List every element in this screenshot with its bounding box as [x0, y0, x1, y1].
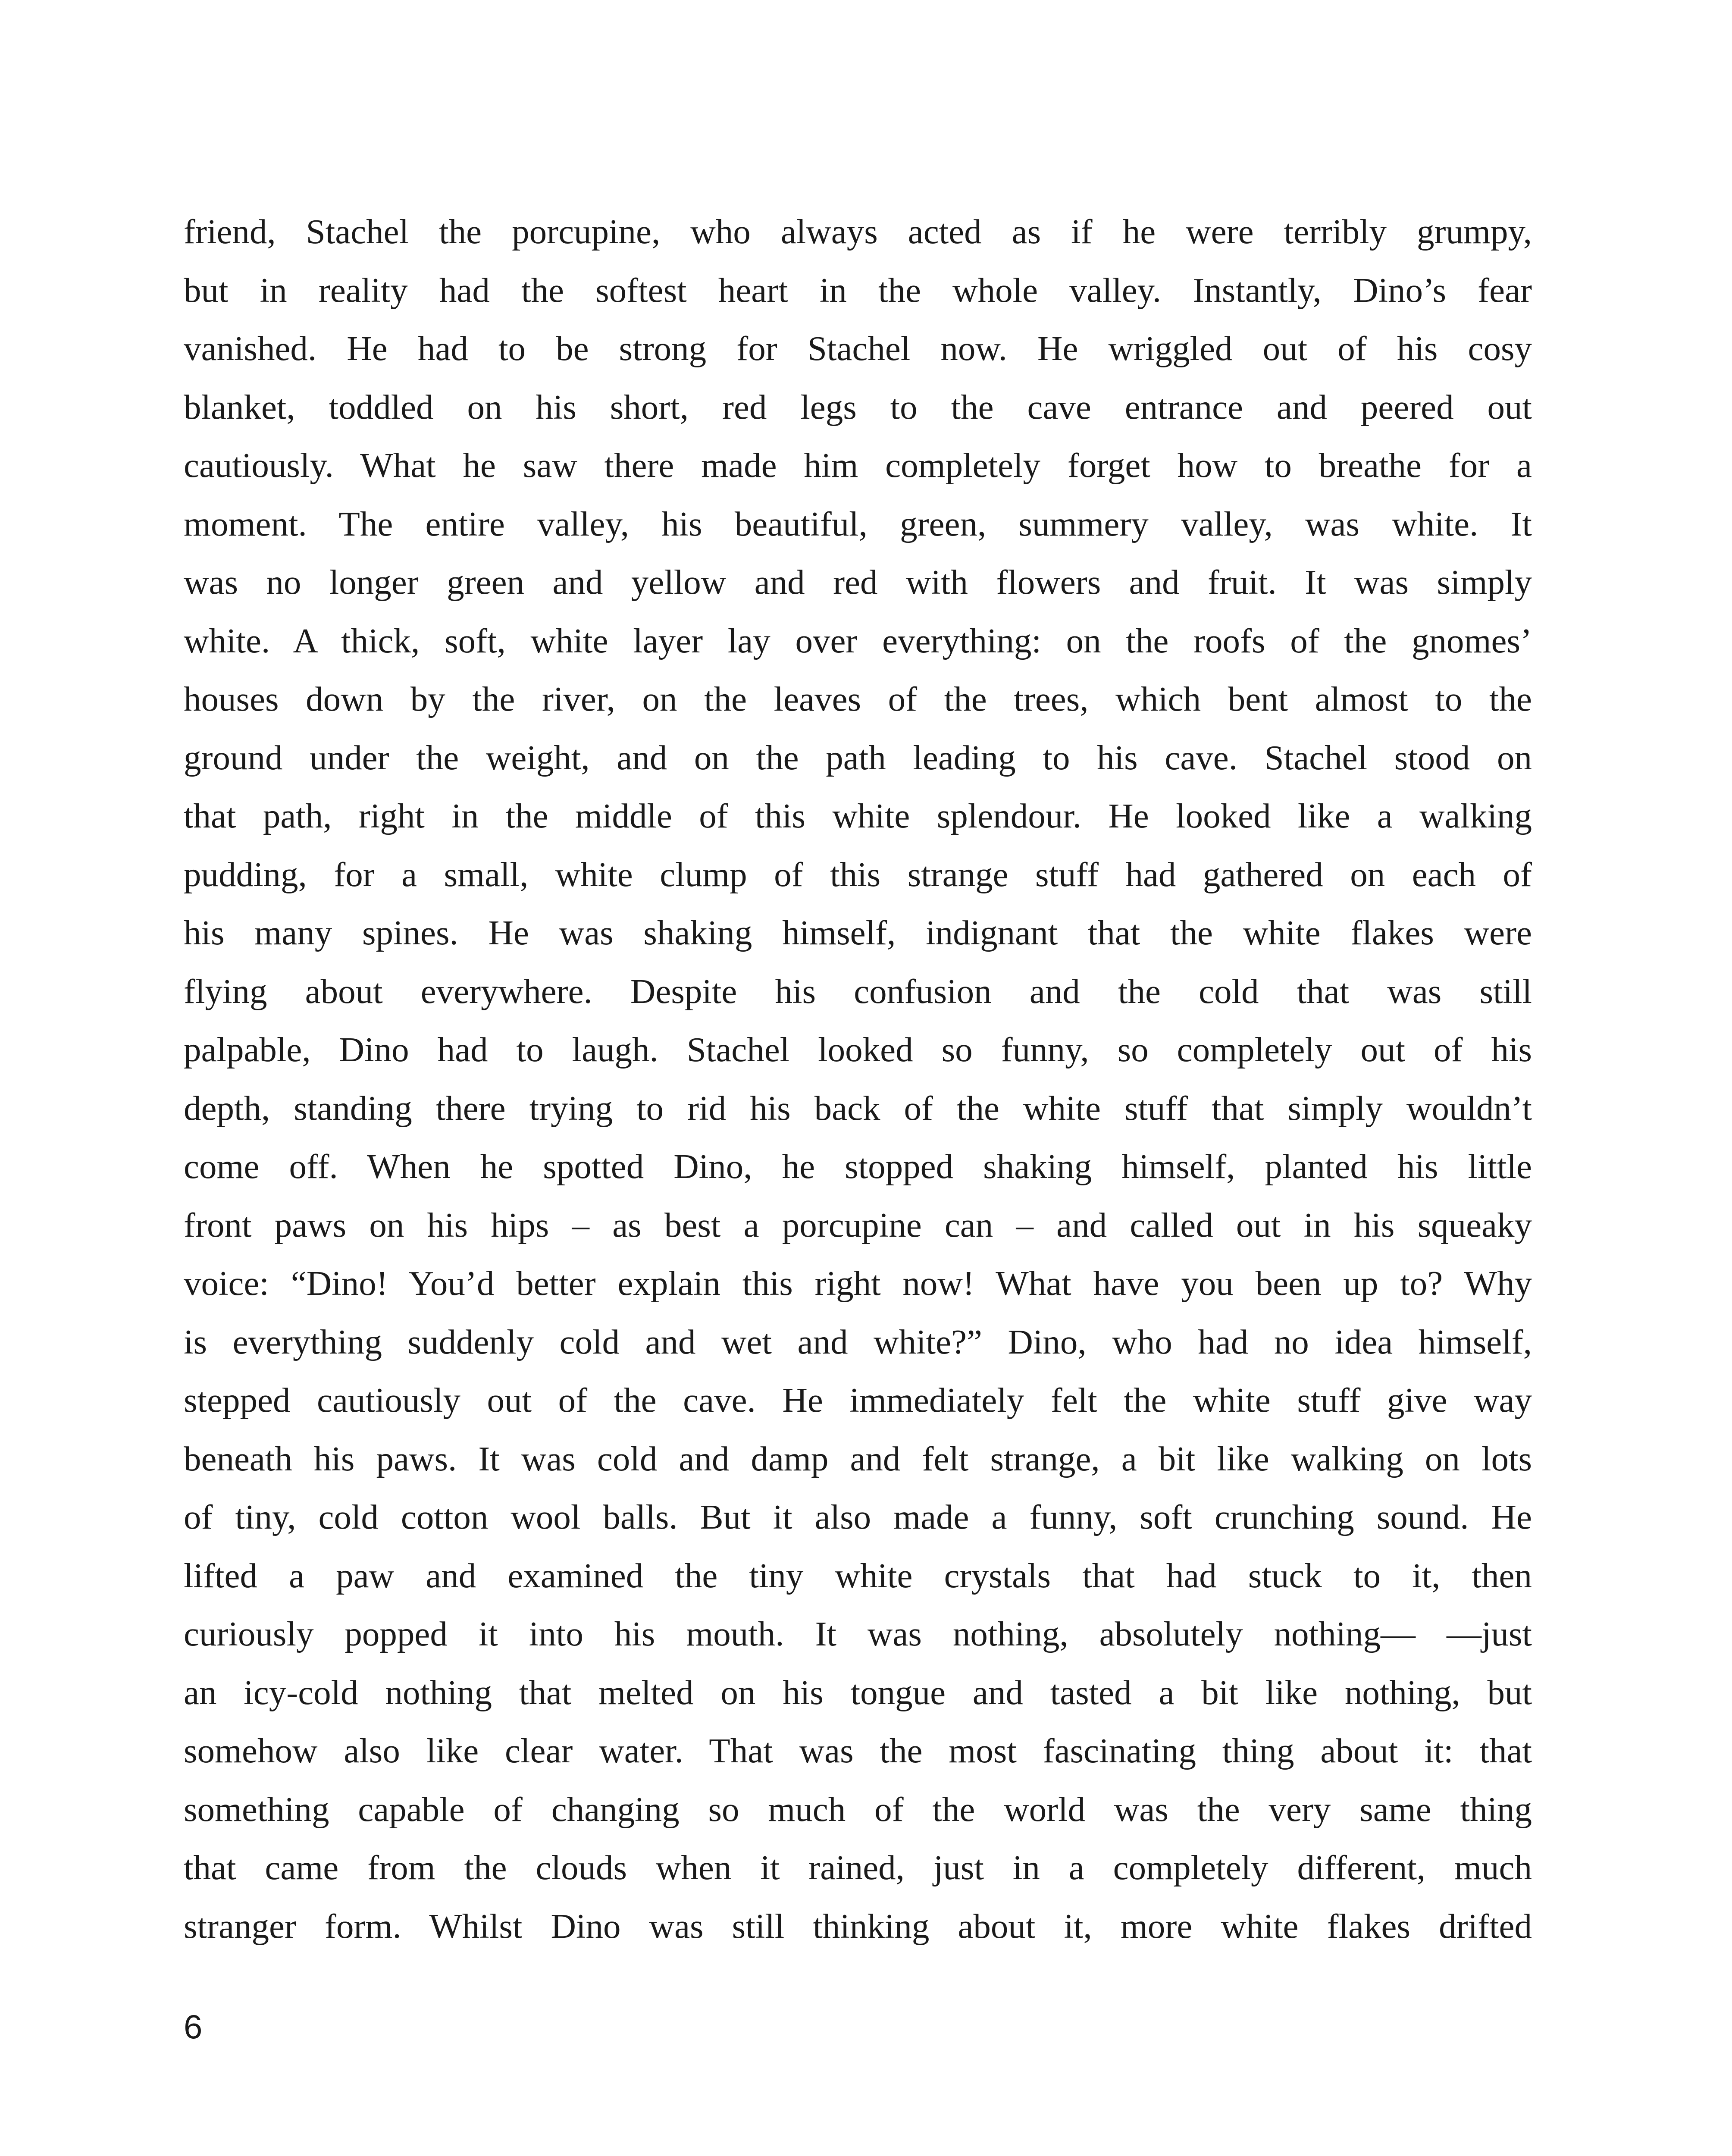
text-line: friend, Stachel the porcupine, who always acted as if he were terribly grumpy, [184, 212, 1532, 251]
text-line: that came from the clouds when it rained, just in a completely different, much [184, 1848, 1532, 1887]
text-line: stranger form. Whilst Dino was still thinking about it, more white flakes drifted [184, 1906, 1532, 1946]
text-line: voice: “Dino! You’d better explain this right now! What have you been up to? Why [184, 1264, 1532, 1303]
text-line: flying about everywhere. Despite his confusion and the cold that was still [184, 971, 1532, 1011]
text-line: moment. The entire valley, his beautiful, green, summery valley, was white. It [184, 504, 1532, 543]
text-line: of tiny, cold cotton wool balls. But it also made a funny, soft crunching sound. He [184, 1498, 1532, 1536]
page-number: 6 [184, 2008, 203, 2046]
text-line: houses down by the river, on the leaves of the trees, which bent almost to the [184, 680, 1532, 718]
text-line: lifted a paw and examined the tiny white crystals that had stuck to it, then [184, 1556, 1532, 1595]
text-line: that path, right in the middle of this white splendour. He looked like a walking [184, 796, 1532, 835]
text-line: stepped cautiously out of the cave. He immediately felt the white stuff give way [184, 1381, 1532, 1420]
text-line: curiously popped it into his mouth. It was nothing, absolutely nothing— —just [184, 1614, 1532, 1653]
text-line: cautiously. What he saw there made him completely forget how to breathe for a [184, 446, 1532, 485]
text-line: but in reality had the softest heart in the whole valley. Instantly, Dino’s fear [184, 270, 1532, 310]
text-line: white. A thick, soft, white layer lay over everything: on the roofs of the gnomes’ [184, 621, 1532, 660]
text-line: is everything suddenly cold and wet and white?” Dino, who had no idea himself, [184, 1322, 1532, 1361]
text-line: front paws on his hips – as best a porcupine can – and called out in his squeaky [184, 1205, 1532, 1244]
text-line: come off. When he spotted Dino, he stopped shaking himself, planted his little [184, 1147, 1532, 1186]
text-line: palpable, Dino had to laugh. Stachel looked so funny, so completely out of his [184, 1030, 1532, 1069]
text-line: pudding, for a small, white clump of this strange stuff had gathered on each of [184, 855, 1532, 894]
text-line: somehow also like clear water. That was the most fascinating thing about it: that [184, 1731, 1532, 1770]
text-line: blanket, toddled on his short, red legs to the cave entrance and peered out [184, 387, 1532, 426]
text-line: something capable of changing so much of the world was the very same thing [184, 1789, 1532, 1829]
text-line: his many spines. He was shaking himself, indignant that the white flakes were [184, 913, 1532, 952]
text-line: an icy-cold nothing that melted on his tongue and tasted a bit like nothing, but [184, 1673, 1532, 1712]
body-text [184, 203, 1532, 1955]
text-line: ground under the weight, and on the path leading to his cave. Stachel stood on [184, 738, 1532, 777]
text-line: depth, standing there trying to rid his back of the white stuff that simply wouldn’t [184, 1088, 1532, 1128]
text-line: beneath his paws. It was cold and damp and felt strange, a bit like walking on lots [184, 1439, 1532, 1478]
text-line: vanished. He had to be strong for Stachel now. He wriggled out of his cosy [184, 329, 1532, 368]
text-line: was no longer green and yellow and red with flowers and fruit. It was simply [184, 563, 1532, 602]
